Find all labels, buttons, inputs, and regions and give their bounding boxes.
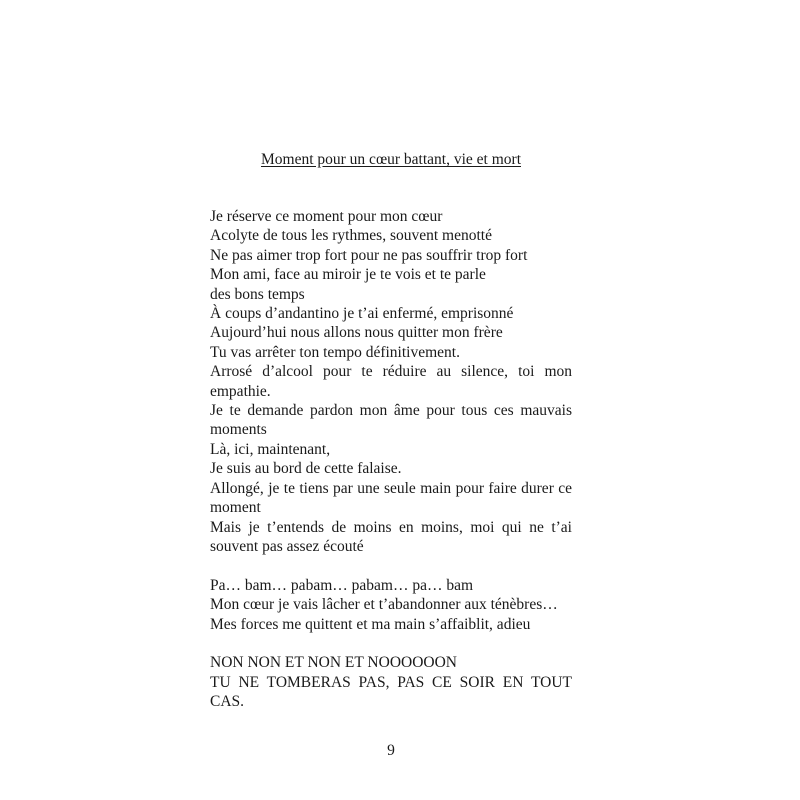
poem-line: Allongé, je te tiens par une seule main pour faire durer ce moment bbox=[210, 479, 572, 517]
poem-line: NON NON ET NON ET NOOOOOON bbox=[210, 654, 457, 672]
poem-line: Arrosé d’alcool pour te réduire au silence, toi mon empathie. bbox=[210, 363, 572, 400]
poem-line: Je te demande pardon mon âme pour tous ces mauvais moments bbox=[210, 402, 572, 439]
poem-line: Ne pas aimer trop fort pour ne pas souffrir trop fort bbox=[210, 246, 528, 264]
poem-line: Pa… bam… pabam… pabam… pa… bam bbox=[210, 576, 474, 594]
poem-title: Moment pour un cœur battant, vie et mort bbox=[261, 151, 521, 168]
poem-line: Mais je t’entends de moins en moins, moi qui ne t’ai souvent pas assez écouté bbox=[210, 518, 572, 555]
poem-line: Je suis au bord de cette falaise. bbox=[210, 460, 402, 478]
poem-line: Acolyte de tous les rythmes, souvent menotté bbox=[210, 227, 492, 245]
poem-line: Mon cœur je vais lâcher et t’abandonner aux ténèbres… bbox=[210, 596, 558, 614]
poem-line: Mes forces me quittent et ma main s’affaiblit, adieu bbox=[210, 615, 531, 633]
poem-line: Je réserve ce moment pour mon cœur bbox=[210, 208, 443, 225]
poem-line: TU NE TOMBERAS PAS, PAS CE SOIR EN TOUT CAS. bbox=[210, 673, 572, 711]
poem-line: Mon ami, face au miroir je te vois et te parle des bons temps bbox=[210, 266, 486, 303]
stanza-break bbox=[210, 634, 572, 653]
poem-line: Aujourd’hui nous allons nous quitter mon frère bbox=[210, 324, 503, 342]
stanza-break bbox=[210, 556, 572, 575]
poem-line: Là, ici, maintenant, bbox=[210, 440, 331, 458]
poem-line: À coups d’andantino je t’ai enfermé, emprisonné bbox=[210, 305, 514, 323]
poem-line: Tu vas arrêter ton tempo définitivement. bbox=[210, 343, 460, 361]
poem-body bbox=[210, 207, 572, 712]
page-number: 9 bbox=[387, 742, 395, 759]
